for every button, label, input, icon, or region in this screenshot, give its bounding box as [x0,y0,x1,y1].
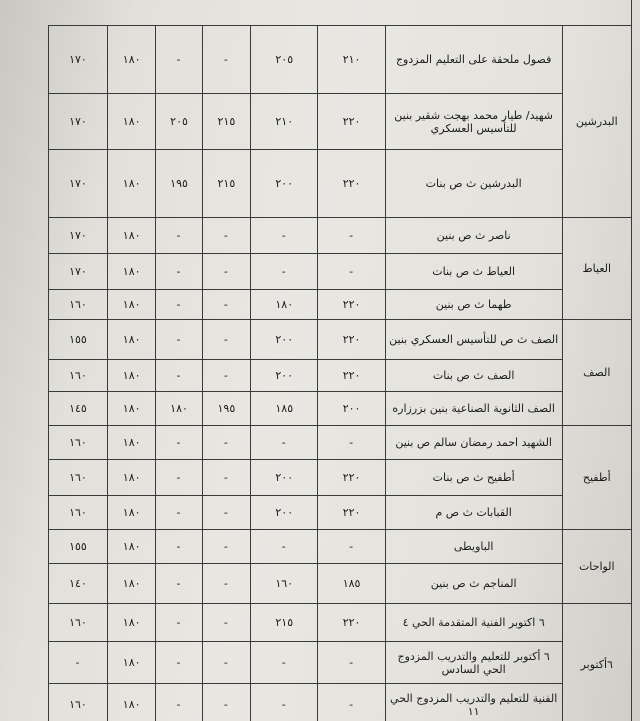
score-cell-2: - [251,684,318,721]
score-cell-2: ١٨٠ [251,290,318,320]
score-cell-4: - [156,496,202,530]
score-cell-3: - [202,684,250,721]
score-cell-6: ١٥٥ [49,530,108,564]
score-cell-3: - [202,426,250,460]
score-cell-2: ١٨٥ [251,392,318,426]
score-cell-3: - [202,360,250,392]
table-row [49,320,632,360]
score-cell-5: ١٨٠ [107,460,155,496]
school-name-cell: المناجم ث ص بنين [385,564,562,604]
school-name-cell: ٦ أكتوبر للتعليم والتدريب المزدوج الحي السادس [385,642,562,684]
score-cell-1: ٢١٠ [318,26,385,94]
score-cell-6: ١٦٠ [49,684,108,721]
score-cell-1: - [318,642,385,684]
score-cell-1: - [318,218,385,254]
score-cell-1: ٢٢٠ [318,496,385,530]
score-cell-2: - [251,642,318,684]
score-cell-5: ١٨٠ [107,254,155,290]
score-cell-4: - [156,604,202,642]
school-name-cell: القبابات ث ص م [385,496,562,530]
school-name-cell: الشهيد احمد رمضان سالم ص بنين [385,426,562,460]
score-cell-6: ١٧٠ [49,218,108,254]
score-cell-4: ١٨٠ [156,392,202,426]
score-cell-6: ١٧٠ [49,94,108,150]
school-name-cell: العياط ث ص بنات [385,254,562,290]
region-cell: ٦أكتوبر [562,604,631,721]
score-cell-5: ١٨٠ [107,530,155,564]
score-cell-6: ١٧٠ [49,150,108,218]
score-cell-4: - [156,26,202,94]
score-cell-1: - [318,530,385,564]
region-cell: الواحات [562,530,631,604]
score-cell-6: ١٤٠ [49,564,108,604]
score-cell-5: ١٨٠ [107,684,155,721]
score-cell-2: ٢٠٠ [251,496,318,530]
score-cell-5: ١٨٠ [107,392,155,426]
score-cell-3: - [202,290,250,320]
school-name-cell: ٦ اكتوبر الفنية المتقدمة الحي ٤ [385,604,562,642]
score-cell-1: ٢٢٠ [318,290,385,320]
score-cell-6: ١٧٠ [49,254,108,290]
table-row [49,642,632,684]
score-cell-5: ١٨٠ [107,94,155,150]
score-cell-5: ١٨٠ [107,496,155,530]
score-cell-4: - [156,642,202,684]
region-cell: البدرشين [562,26,631,218]
table-row [49,460,632,496]
score-cell-2: - [251,254,318,290]
score-cell-2: ١٦٠ [251,564,318,604]
admission-scores-table [48,25,632,721]
score-cell-1: ٢٢٠ [318,460,385,496]
score-cell-5: ١٨٠ [107,360,155,392]
score-cell-5: ١٨٠ [107,642,155,684]
score-cell-4: - [156,218,202,254]
score-cell-4: - [156,460,202,496]
score-cell-1: ٢٢٠ [318,320,385,360]
region-cell: أطفيح [562,426,631,530]
score-cell-2: ٢١٥ [251,604,318,642]
table-row [49,426,632,460]
score-cell-3: ٢١٥ [202,94,250,150]
score-cell-3: ١٩٥ [202,392,250,426]
score-cell-5: ١٨٠ [107,150,155,218]
score-cell-1: ٢٢٠ [318,150,385,218]
table-row [49,218,632,254]
score-cell-3: - [202,604,250,642]
score-cell-2: - [251,218,318,254]
region-cell: الصف [562,320,631,426]
table-row [49,150,632,218]
score-cell-6: ١٤٥ [49,392,108,426]
score-cell-3: - [202,642,250,684]
score-cell-4: - [156,530,202,564]
score-cell-3: - [202,218,250,254]
score-cell-3: - [202,26,250,94]
school-name-cell: الفنية للتعليم والتدريب المزدوج الحي ١١ [385,684,562,721]
table-row [49,254,632,290]
school-name-cell: البدرشين ث ص بنات [385,150,562,218]
score-cell-6: ١٦٠ [49,496,108,530]
table-row [49,360,632,392]
table-row [49,26,632,94]
score-cell-1: - [318,254,385,290]
school-name-cell: الصف ث ص للتأسيس العسكري بنين [385,320,562,360]
score-cell-2: ٢٠٠ [251,150,318,218]
score-cell-1: ١٨٥ [318,564,385,604]
score-cell-1: ٢٠٠ [318,392,385,426]
table-row [49,94,632,150]
score-cell-4: - [156,254,202,290]
score-cell-2: - [251,426,318,460]
table-row [49,684,632,721]
table-row [49,496,632,530]
score-cell-3: ٢١٥ [202,150,250,218]
table-row [49,290,632,320]
score-cell-5: ١٨٠ [107,218,155,254]
score-cell-1: - [318,426,385,460]
score-cell-6: ١٥٥ [49,320,108,360]
table-row [49,564,632,604]
score-cell-5: ١٨٠ [107,564,155,604]
table-row [49,530,632,564]
score-cell-2: ٢٠٥ [251,26,318,94]
score-cell-1: - [318,684,385,721]
school-name-cell: ناصر ث ص بنين [385,218,562,254]
score-cell-4: ٢٠٥ [156,94,202,150]
score-cell-5: ١٨٠ [107,426,155,460]
score-cell-6: ١٦٠ [49,360,108,392]
score-cell-1: ٢٢٠ [318,94,385,150]
score-cell-5: ١٨٠ [107,290,155,320]
score-cell-2: ٢١٠ [251,94,318,150]
score-cell-4: - [156,564,202,604]
score-cell-1: ٢٢٠ [318,604,385,642]
score-cell-6: ١٦٠ [49,460,108,496]
score-cell-4: - [156,684,202,721]
score-cell-2: ٢٠٠ [251,460,318,496]
school-name-cell: الصف الثانوية الصناعية بنين بزرزاره [385,392,562,426]
score-cell-1: ٢٢٠ [318,360,385,392]
score-cell-5: ١٨٠ [107,604,155,642]
score-cell-3: - [202,460,250,496]
score-cell-4: ١٩٥ [156,150,202,218]
score-cell-4: - [156,290,202,320]
school-name-cell: أطفيح ث ص بنات [385,460,562,496]
score-cell-3: - [202,254,250,290]
score-cell-4: - [156,426,202,460]
score-cell-6: ١٧٠ [49,26,108,94]
score-cell-3: - [202,530,250,564]
score-cell-6: ١٦٠ [49,290,108,320]
score-cell-4: - [156,320,202,360]
table-row [49,392,632,426]
school-name-cell: الباويطى [385,530,562,564]
score-cell-3: - [202,320,250,360]
school-name-cell: فصول ملحقة على التعليم المزدوج [385,26,562,94]
score-cell-2: - [251,530,318,564]
score-cell-6: ١٦٠ [49,426,108,460]
score-cell-3: - [202,496,250,530]
score-cell-2: ٢٠٠ [251,320,318,360]
score-cell-5: ١٨٠ [107,26,155,94]
score-cell-3: - [202,564,250,604]
score-cell-6: ١٦٠ [49,604,108,642]
school-name-cell: الصف ث ص بنات [385,360,562,392]
score-cell-4: - [156,360,202,392]
score-cell-2: ٢٠٠ [251,360,318,392]
school-name-cell: شهيد/ طيار محمد بهجت شقير بنين للتأسيس العسكري [385,94,562,150]
score-cell-5: ١٨٠ [107,320,155,360]
score-cell-6: - [49,642,108,684]
region-cell: العياط [562,218,631,320]
page-edge-line [631,0,640,721]
school-name-cell: طهما ث ص بنين [385,290,562,320]
table-row [49,604,632,642]
